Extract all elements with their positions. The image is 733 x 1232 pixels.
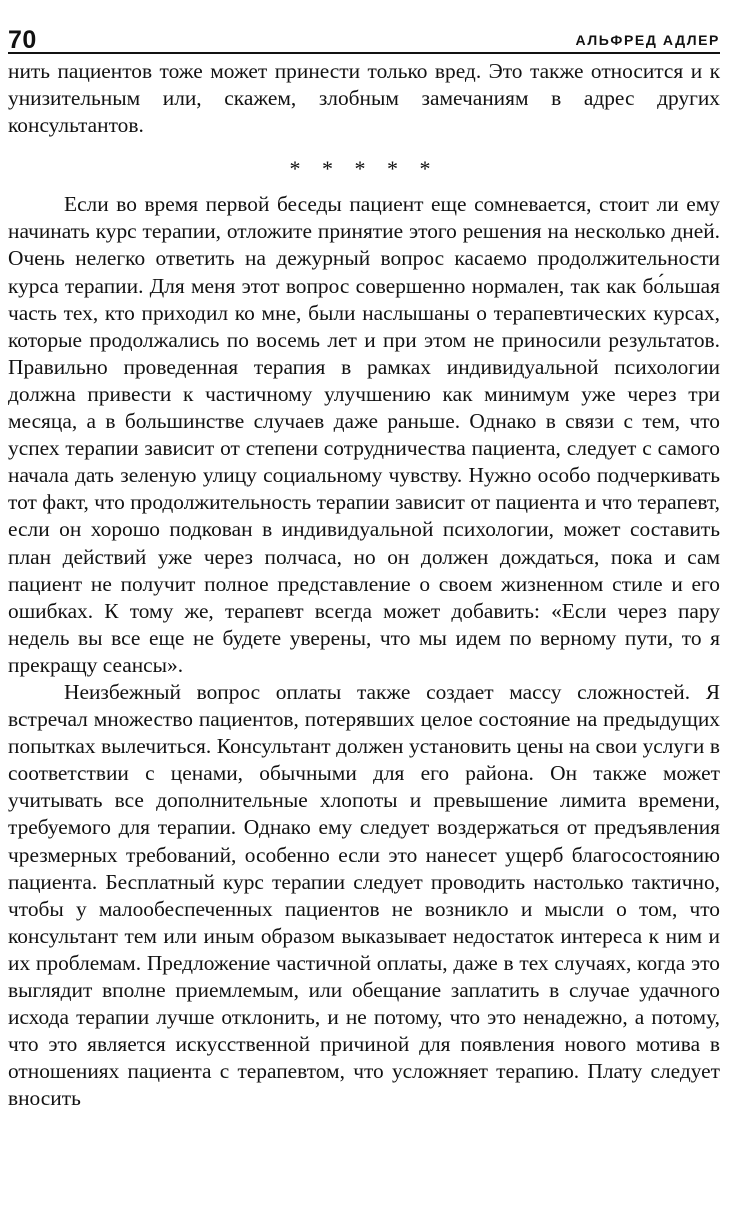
section-separator: * * * * *	[289, 156, 439, 182]
paragraph-therapy-duration: Если во время первой беседы пациент еще сомневается, стоит ли ему начинать курс терапии, отложите принятие этого решения на несколько дней. Очень нелегко ответить на дежурный вопрос касаемо продолжительности курса терапии. Для меня этот вопрос совершенно нормален, так как бо́льшая часть тех, кто приходил ко мне, были наслышаны о терапевтических курсах, которые продолжались по восемь лет и при этом не приносили результатов. Правильно проведенная терапия в рамках индивидуальной психологии должна привести к частичному улучшению как минимум уже через три месяца, а в большинстве случаев даже раньше. Однако в связи с тем, что успех терапии зависит от степени сотрудничества пациента, следует с самого начала дать зеленую улицу социальному чувству. Нужно особо подчеркивать тот факт, что продолжительность терапии зависит от пациента и что терапевт, если он хорошо подкован в индивидуальной психологии, может составить план действий уже через полчаса, но он должен дождаться, пока и сам пациент не получит полное представление о своем жизненном стиле и его ошибках. К тому же, терапевт всегда может добавить: «Если через пару недель вы все еще не будете уверены, что мы идем по верному пути, то я прекращу сеансы».	[8, 192, 720, 677]
book-page	[8, 20, 720, 1225]
running-head-author: АЛЬФРЕД АДЛЕР	[575, 32, 720, 48]
page-number: 70	[8, 26, 37, 54]
running-header	[8, 20, 720, 54]
page-body	[8, 58, 720, 1112]
paragraph-continued: нить пациентов тоже может принести только вред. Это также относится и к унизительным или, скажем, злобным замечаниям в адрес других консультантов.	[8, 59, 720, 138]
paragraph-payment: Неизбежный вопрос оплаты также создает массу сложностей. Я встречал множество пациентов, потерявших целое состояние на предыдущих попытках вылечиться. Консультант должен установить цены на свои услуги в соответствии с ценами, обычными для его района. Он также может учитывать все дополнительные хлопоты и превышение лимита времени, требуемого для терапии. Однако ему следует воздержаться от предъявления чрезмерных требований, особенно если это нанесет ущерб благосостоянию пациента. Бесплатный курс терапии следует проводить настолько тактично, чтобы у малообеспеченных пациентов не возникло и мысли о том, что консультант тем или иным образом выказывает недостаток интереса к ним и их проблемам. Предложение частичной оплаты, даже в тех случаях, когда это выглядит вполне приемлемым, или обещание заплатить в случае удачного исхода терапии лучше отклонить, и не потому, что это ненадежно, а потому, что это является искусственной причиной для появления нового мотива в отношениях пациента с терапевтом, что усложняет терапию. Плату следует вносить	[8, 679, 720, 1111]
